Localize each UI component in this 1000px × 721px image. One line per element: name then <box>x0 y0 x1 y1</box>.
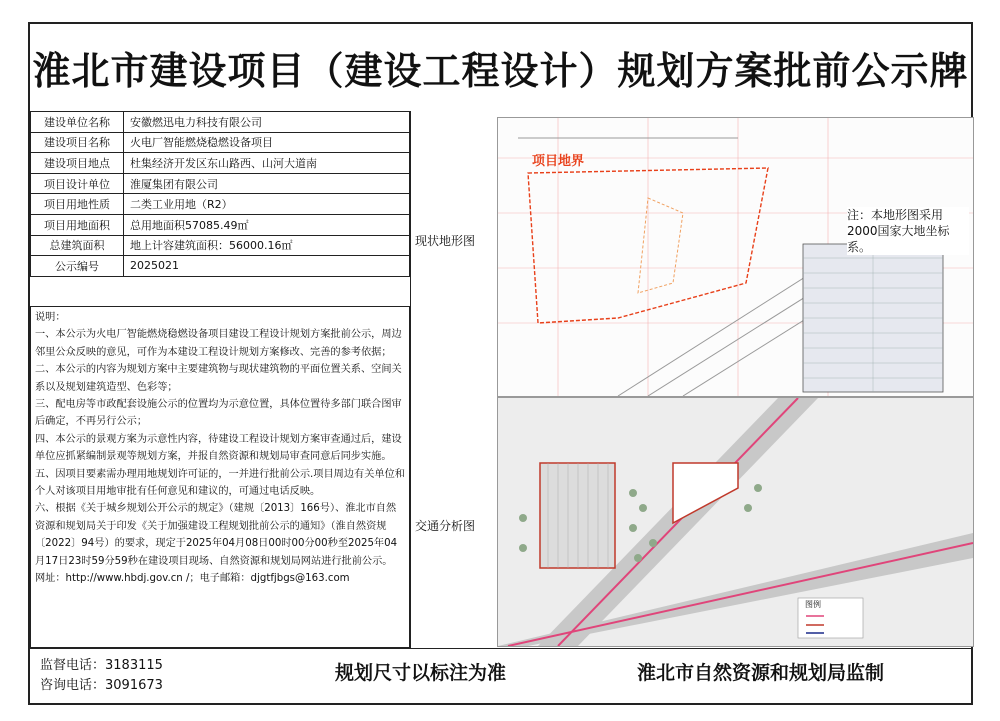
notes-heading: 说明： <box>35 312 66 323</box>
note-item: 一、本公示为火电厂智能燃烧稳燃设备项目建设工程设计规划方案批前公示，周边邻里公众反映的意见，可作为本建设工程设计规划方案修改、完善的参考依据； <box>35 329 402 358</box>
info-label: 建设项目地点 <box>31 153 124 174</box>
note-item: 六、根据《关于城乡规划公开公示的规定》（建规〔2013〕166号）、淮北市自然资源和规划局关于印发《关于加强建设工程规划批前公示的通知》（淮自然资规〔2022〕94号）的要求，现定于2025年04月08日00时00分00秒至2025年04月17日23时59分59秒在建设项目现场、自然资源和规划局网站进行批前公示。 <box>35 503 398 567</box>
notes-section <box>30 306 410 648</box>
table-row <box>31 153 410 174</box>
table-row <box>31 132 410 153</box>
info-value: 地上计容建筑面积：56000.16㎡ <box>124 235 410 256</box>
info-label: 项目用地面积 <box>31 214 124 235</box>
note-item: 三、配电房等市政配套设施公示的位置均为示意位置，具体位置待多部门联合图审后确定，不再另行公示； <box>35 399 402 428</box>
consult-phone: 咨询电话：3091673 <box>40 678 163 693</box>
table-row <box>31 256 410 277</box>
building-block <box>540 463 615 568</box>
info-label: 总建筑面积 <box>31 235 124 256</box>
note-item: 五、因项目要素需办理用地规划许可证的，一并进行批前公示.项目周边有关单位和个人对该项目用地审批有任何意见和建议的，可通过电话反映。 <box>35 468 405 498</box>
column-divider <box>410 111 411 648</box>
traffic-map-drawing <box>498 398 973 646</box>
info-value: 淮厦集团有限公司 <box>124 173 410 194</box>
info-label: 建设项目名称 <box>31 132 124 153</box>
table-row <box>31 194 410 215</box>
status-map-label: 现状地形图 <box>415 234 476 248</box>
traffic-map <box>497 397 974 647</box>
legend-title: 图例 <box>805 600 821 609</box>
note-item: 二、本公示的内容为规划方案中主要建筑物与现状建筑物的平面位置关系、空间关系以及规划建筑造型、色彩等； <box>35 364 402 393</box>
info-value: 2025021 <box>124 256 410 277</box>
project-info-table <box>30 111 410 277</box>
footer-note: 规划尺寸以标注为准 <box>335 662 507 684</box>
footer-authority: 淮北市自然资源和规划局监制 <box>637 662 885 684</box>
page-title: 淮北市建设项目（建设工程设计）规划方案批前公示牌 <box>32 49 969 93</box>
table-row <box>31 235 410 256</box>
info-label: 公示编号 <box>31 256 124 277</box>
boundary-label: 项目地界 <box>532 154 585 169</box>
traffic-map-label: 交通分析图 <box>415 519 476 533</box>
supervise-phone: 监督电话：3183115 <box>40 658 163 673</box>
table-row <box>31 214 410 235</box>
footer-divider <box>30 648 971 649</box>
info-label: 项目设计单位 <box>31 173 124 194</box>
info-value: 安徽燃迅电力科技有限公司 <box>124 112 410 133</box>
note-item: 四、本公示的景观方案为示意性内容，待建设工程设计规划方案审查通过后，建设单位应抓紧编制景观等规划方案，并报自然资源和规划局审查同意后同步实施。 <box>35 433 402 463</box>
note-item: 网址：http://www.hbdj.gov.cn /；电子邮箱：djgtfjbgs@163.com <box>35 573 350 585</box>
table-row <box>31 173 410 194</box>
info-value: 火电厂智能燃烧稳燃设备项目 <box>124 132 410 153</box>
info-value: 杜集经济开发区东山路西、山河大道南 <box>124 153 410 174</box>
info-label: 项目用地性质 <box>31 194 124 215</box>
info-value: 总用地面积57085.49㎡ <box>124 214 410 235</box>
info-value: 二类工业用地（R2） <box>124 194 410 215</box>
info-label: 建设单位名称 <box>31 112 124 133</box>
table-row <box>31 112 410 133</box>
coordinate-note: 注：本地形图采用2000国家大地坐标系。 <box>847 207 969 255</box>
